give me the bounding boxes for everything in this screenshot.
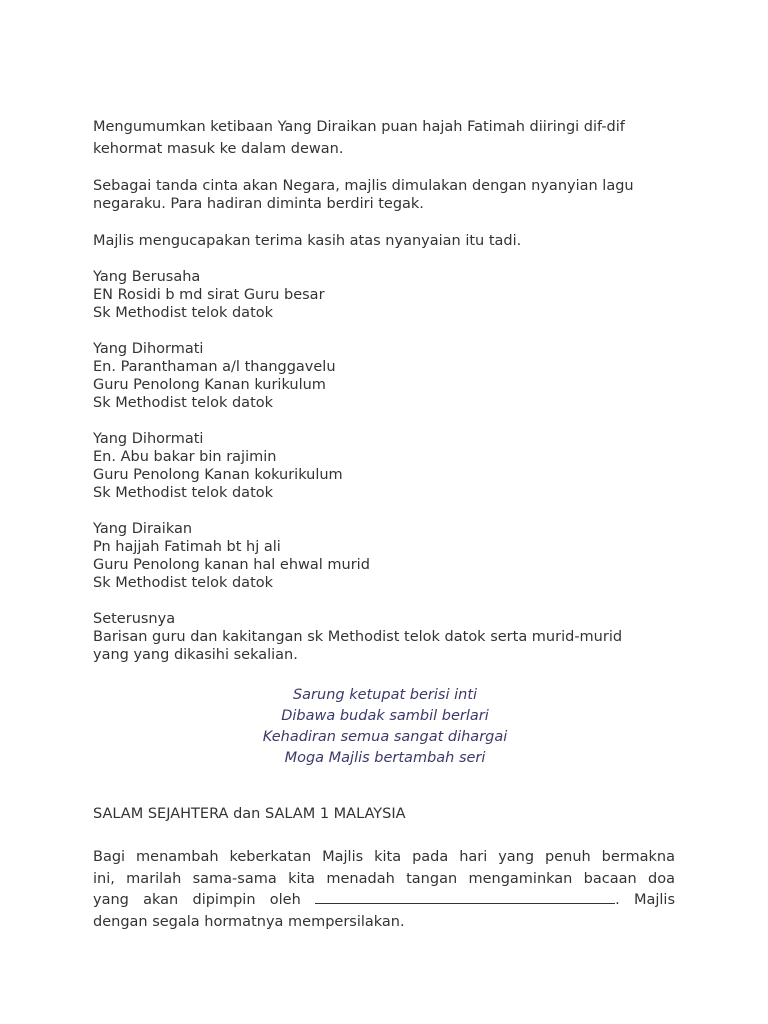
name-blank-line [315, 890, 615, 904]
guest-title: Yang Berusaha [93, 269, 201, 285]
guest-title: Yang Dihormati [93, 431, 204, 447]
doa-line: dengan segala hormatnya mempersilakan. [93, 913, 405, 930]
guest-title: Yang Diraikan [93, 521, 193, 537]
guest-school: Sk Methodist telok datok [93, 305, 274, 321]
pantun-poem [93, 685, 677, 769]
guest-position: Guru Penolong Kanan kurikulum [93, 377, 326, 393]
guest-name: En. Abu bakar bin rajimin [93, 449, 277, 465]
guest-block-2 [93, 340, 677, 412]
guest-name: En. Paranthaman a/l thanggavelu [93, 359, 336, 375]
guest-title: Yang Dihormati [93, 341, 204, 357]
anthem-paragraph [93, 177, 677, 213]
guest-block-1 [93, 268, 677, 322]
guest-school: Sk Methodist telok datok [93, 485, 274, 501]
doa-line: ini, marilah sama-sama kita menadah tangan mengaminkan bacaan doa [93, 870, 675, 887]
guest-block-3 [93, 430, 677, 502]
guest-position: Guru Penolong kanan hal ehwal murid [93, 557, 370, 573]
guest-school: Sk Methodist telok datok [93, 395, 274, 411]
anthem-line: negaraku. Para hadiran diminta berdiri tegak. [93, 196, 424, 212]
salam-line: SALAM SEJAHTERA dan SALAM 1 MALAYSIA [93, 806, 406, 822]
guest-name: Pn hajjah Fatimah bt hj ali [93, 539, 281, 555]
poem-line: Dibawa budak sambil berlari [281, 708, 489, 724]
doa-line: Bagi menambah keberkatan Majlis kita pada hari yang penuh bermakna [93, 849, 675, 865]
next-heading: Seterusnya [93, 611, 176, 627]
poem-line: Moga Majlis bertambah seri [284, 750, 486, 766]
doa-line-start: yang akan dipimpin oleh [93, 892, 301, 908]
guest-name: EN Rosidi b md sirat Guru besar [93, 287, 325, 303]
poem-line: Kehadiran semua sangat dihargai [262, 729, 508, 745]
guest-position: Guru Penolong Kanan kokurikulum [93, 467, 343, 483]
next-line: yang yang dikasihi sekalian. [93, 647, 298, 663]
guest-block-4 [93, 520, 677, 592]
anthem-line: Sebagai tanda cinta akan Negara, majlis dimulakan dengan nyanyian lagu [93, 178, 634, 194]
guest-school: Sk Methodist telok datok [93, 575, 274, 591]
salam-greeting [93, 805, 677, 823]
doa-line-with-blank [93, 890, 675, 912]
doa-line-end: . Majlis [615, 892, 675, 908]
next-line: Barisan guru dan kakitangan sk Methodist telok datok serta murid-murid [93, 629, 623, 645]
intro-paragraph [93, 116, 677, 160]
intro-line: Mengumumkan ketibaan Yang Diraikan puan hajah Fatimah diiringi dif-dif [93, 119, 625, 135]
poem-line: Sarung ketupat berisi inti [292, 687, 478, 703]
doa-paragraph [93, 847, 675, 933]
thanks-paragraph [93, 232, 677, 250]
thanks-line: Majlis mengucapakan terima kasih atas nyanyaian itu tadi. [93, 233, 522, 249]
next-paragraph [93, 610, 677, 664]
intro-line: kehormat masuk ke dalam dewan. [93, 141, 344, 157]
